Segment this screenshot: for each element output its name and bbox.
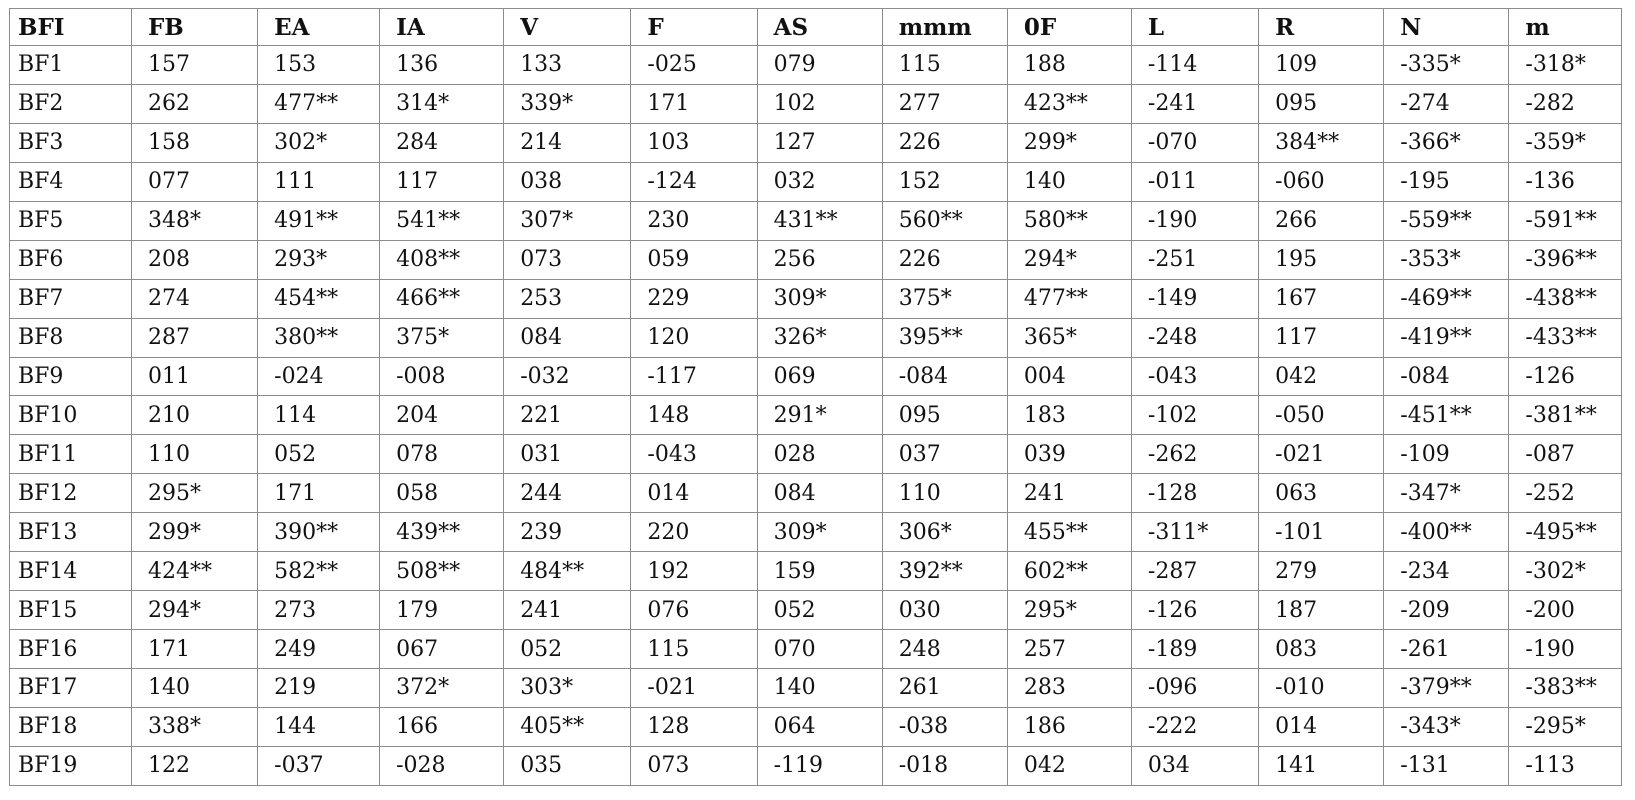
table-cell: 208 bbox=[131, 240, 257, 279]
table-cell: -335* bbox=[1384, 46, 1509, 85]
table-cell: -096 bbox=[1131, 669, 1258, 708]
table-row bbox=[10, 746, 1622, 785]
table-cell: -274 bbox=[1384, 84, 1509, 123]
table-cell: 491** bbox=[258, 201, 380, 240]
table-cell: 390** bbox=[258, 513, 380, 552]
table-cell: -028 bbox=[380, 746, 504, 785]
table-cell: -400** bbox=[1384, 513, 1509, 552]
table-row bbox=[10, 279, 1622, 318]
table-cell: -043 bbox=[631, 435, 757, 474]
table-cell: -495** bbox=[1509, 513, 1622, 552]
table-cell: 058 bbox=[380, 474, 504, 513]
row-label: BF16 bbox=[10, 630, 132, 669]
column-header: EA bbox=[258, 9, 380, 46]
table-cell: 079 bbox=[757, 46, 882, 85]
table-cell: 392** bbox=[882, 552, 1007, 591]
table-cell: -117 bbox=[631, 357, 757, 396]
table-cell: 103 bbox=[631, 123, 757, 162]
table-cell: 241 bbox=[1007, 474, 1131, 513]
table-cell: 109 bbox=[1259, 46, 1384, 85]
table-cell: -353* bbox=[1384, 240, 1509, 279]
table-cell: -021 bbox=[1259, 435, 1384, 474]
table-cell: 508** bbox=[380, 552, 504, 591]
table-cell: 375* bbox=[882, 279, 1007, 318]
table-row bbox=[10, 630, 1622, 669]
table-row bbox=[10, 357, 1622, 396]
table-cell: 295* bbox=[1007, 591, 1131, 630]
table-cell: 431** bbox=[757, 201, 882, 240]
table-cell: 073 bbox=[504, 240, 631, 279]
table-row bbox=[10, 591, 1622, 630]
table-cell: 195 bbox=[1259, 240, 1384, 279]
table-cell: 158 bbox=[131, 123, 257, 162]
table-cell: 076 bbox=[631, 591, 757, 630]
row-label: BF15 bbox=[10, 591, 132, 630]
table-cell: -126 bbox=[1131, 591, 1258, 630]
column-header: m bbox=[1509, 9, 1622, 46]
table-cell: 274 bbox=[131, 279, 257, 318]
table-cell: 309* bbox=[757, 513, 882, 552]
table-cell: 133 bbox=[504, 46, 631, 85]
table-cell: 038 bbox=[504, 162, 631, 201]
table-cell: 144 bbox=[258, 707, 380, 746]
table-cell: 261 bbox=[882, 669, 1007, 708]
table-row bbox=[10, 201, 1622, 240]
row-label: BF2 bbox=[10, 84, 132, 123]
table-cell: 294* bbox=[1007, 240, 1131, 279]
table-cell: 115 bbox=[631, 630, 757, 669]
table-cell: 273 bbox=[258, 591, 380, 630]
table-cell: 004 bbox=[1007, 357, 1131, 396]
table-cell: -251 bbox=[1131, 240, 1258, 279]
table-body bbox=[10, 46, 1622, 786]
table-cell: 454** bbox=[258, 279, 380, 318]
table-cell: 541** bbox=[380, 201, 504, 240]
table-cell: 084 bbox=[757, 474, 882, 513]
table-cell: -038 bbox=[882, 707, 1007, 746]
table-row bbox=[10, 474, 1622, 513]
table-cell: -050 bbox=[1259, 396, 1384, 435]
table-cell: 011 bbox=[131, 357, 257, 396]
table-cell: 338* bbox=[131, 707, 257, 746]
column-header: FB bbox=[131, 9, 257, 46]
table-cell: 148 bbox=[631, 396, 757, 435]
table-cell: -347* bbox=[1384, 474, 1509, 513]
table-cell: 052 bbox=[757, 591, 882, 630]
row-label: BF3 bbox=[10, 123, 132, 162]
row-label: BF9 bbox=[10, 357, 132, 396]
table-cell: 214 bbox=[504, 123, 631, 162]
table-cell: 326* bbox=[757, 318, 882, 357]
table-cell: -025 bbox=[631, 46, 757, 85]
column-header: IA bbox=[380, 9, 504, 46]
table-cell: 249 bbox=[258, 630, 380, 669]
table-cell: 095 bbox=[1259, 84, 1384, 123]
table-cell: -559** bbox=[1384, 201, 1509, 240]
table-row bbox=[10, 240, 1622, 279]
table-cell: -124 bbox=[631, 162, 757, 201]
table-cell: 210 bbox=[131, 396, 257, 435]
table-cell: 477** bbox=[1007, 279, 1131, 318]
row-label: BF10 bbox=[10, 396, 132, 435]
table-cell: -131 bbox=[1384, 746, 1509, 785]
table-cell: 220 bbox=[631, 513, 757, 552]
column-header: 0F bbox=[1007, 9, 1131, 46]
table-cell: 063 bbox=[1259, 474, 1384, 513]
table-cell: 484** bbox=[504, 552, 631, 591]
table-cell: 188 bbox=[1007, 46, 1131, 85]
table-cell: -295* bbox=[1509, 707, 1622, 746]
table-cell: 140 bbox=[757, 669, 882, 708]
table-row bbox=[10, 84, 1622, 123]
table-cell: -262 bbox=[1131, 435, 1258, 474]
table-cell: 042 bbox=[1259, 357, 1384, 396]
table-cell: 257 bbox=[1007, 630, 1131, 669]
table-cell: 117 bbox=[1259, 318, 1384, 357]
table-cell: -128 bbox=[1131, 474, 1258, 513]
table-cell: 303* bbox=[504, 669, 631, 708]
table-cell: 127 bbox=[757, 123, 882, 162]
table-row bbox=[10, 552, 1622, 591]
table-cell: 582** bbox=[258, 552, 380, 591]
table-cell: -200 bbox=[1509, 591, 1622, 630]
table-cell: -311* bbox=[1131, 513, 1258, 552]
table-cell: -383** bbox=[1509, 669, 1622, 708]
table-cell: -010 bbox=[1259, 669, 1384, 708]
table-cell: -190 bbox=[1509, 630, 1622, 669]
table-cell: 052 bbox=[258, 435, 380, 474]
table-cell: 348* bbox=[131, 201, 257, 240]
table-cell: -021 bbox=[631, 669, 757, 708]
row-label: BF6 bbox=[10, 240, 132, 279]
table-cell: 219 bbox=[258, 669, 380, 708]
table-cell: 095 bbox=[882, 396, 1007, 435]
table-cell: -087 bbox=[1509, 435, 1622, 474]
table-cell: 295* bbox=[131, 474, 257, 513]
row-label: BF7 bbox=[10, 279, 132, 318]
table-cell: -438** bbox=[1509, 279, 1622, 318]
table-cell: 059 bbox=[631, 240, 757, 279]
table-cell: 030 bbox=[882, 591, 1007, 630]
table-row bbox=[10, 707, 1622, 746]
table-cell: 114 bbox=[258, 396, 380, 435]
column-header: N bbox=[1384, 9, 1509, 46]
table-cell: 256 bbox=[757, 240, 882, 279]
table-cell: 405** bbox=[504, 707, 631, 746]
table-cell: 171 bbox=[131, 630, 257, 669]
table-cell: -189 bbox=[1131, 630, 1258, 669]
table-cell: 408** bbox=[380, 240, 504, 279]
table-cell: 239 bbox=[504, 513, 631, 552]
table-cell: 039 bbox=[1007, 435, 1131, 474]
table-cell: 226 bbox=[882, 123, 1007, 162]
table-cell: 466** bbox=[380, 279, 504, 318]
row-label: BF5 bbox=[10, 201, 132, 240]
table-row bbox=[10, 669, 1622, 708]
table-cell: -102 bbox=[1131, 396, 1258, 435]
cropped-caption-fragment bbox=[620, 0, 1160, 6]
table-cell: -043 bbox=[1131, 357, 1258, 396]
table-cell: -359* bbox=[1509, 123, 1622, 162]
row-label: BF17 bbox=[10, 669, 132, 708]
row-label: BF18 bbox=[10, 707, 132, 746]
table-cell: 266 bbox=[1259, 201, 1384, 240]
table-cell: 309* bbox=[757, 279, 882, 318]
table-cell: 262 bbox=[131, 84, 257, 123]
table-cell: 339* bbox=[504, 84, 631, 123]
table-cell: 083 bbox=[1259, 630, 1384, 669]
table-cell: -287 bbox=[1131, 552, 1258, 591]
table-cell: -126 bbox=[1509, 357, 1622, 396]
table-cell: -149 bbox=[1131, 279, 1258, 318]
column-header: mmm bbox=[882, 9, 1007, 46]
table-cell: 078 bbox=[380, 435, 504, 474]
table-cell: -591** bbox=[1509, 201, 1622, 240]
column-header-row-label: BFI bbox=[10, 9, 132, 46]
row-label: BF19 bbox=[10, 746, 132, 785]
table-cell: 035 bbox=[504, 746, 631, 785]
table-cell: -114 bbox=[1131, 46, 1258, 85]
row-label: BF8 bbox=[10, 318, 132, 357]
table-cell: 070 bbox=[757, 630, 882, 669]
table-cell: 140 bbox=[131, 669, 257, 708]
table-cell: 187 bbox=[1259, 591, 1384, 630]
table-cell: -302* bbox=[1509, 552, 1622, 591]
table-cell: -222 bbox=[1131, 707, 1258, 746]
table-cell: 307* bbox=[504, 201, 631, 240]
table-cell: 284 bbox=[380, 123, 504, 162]
row-label: BF4 bbox=[10, 162, 132, 201]
table-cell: -261 bbox=[1384, 630, 1509, 669]
table-cell: 423** bbox=[1007, 84, 1131, 123]
table-row bbox=[10, 396, 1622, 435]
table-cell: 064 bbox=[757, 707, 882, 746]
table-cell: -379** bbox=[1384, 669, 1509, 708]
table-cell: 455** bbox=[1007, 513, 1131, 552]
table-row bbox=[10, 318, 1622, 357]
table-cell: -113 bbox=[1509, 746, 1622, 785]
table-cell: 580** bbox=[1007, 201, 1131, 240]
table-cell: 171 bbox=[631, 84, 757, 123]
table-cell: 111 bbox=[258, 162, 380, 201]
table-cell: -252 bbox=[1509, 474, 1622, 513]
table-cell: -451** bbox=[1384, 396, 1509, 435]
table-cell: -037 bbox=[258, 746, 380, 785]
table-cell: 179 bbox=[380, 591, 504, 630]
table-cell: 226 bbox=[882, 240, 1007, 279]
table-row bbox=[10, 46, 1622, 85]
table-cell: -419** bbox=[1384, 318, 1509, 357]
table-cell: -396** bbox=[1509, 240, 1622, 279]
table-cell: -136 bbox=[1509, 162, 1622, 201]
table-cell: -070 bbox=[1131, 123, 1258, 162]
table-cell: -209 bbox=[1384, 591, 1509, 630]
table-cell: 384** bbox=[1259, 123, 1384, 162]
table-cell: 115 bbox=[882, 46, 1007, 85]
row-label: BF11 bbox=[10, 435, 132, 474]
table-cell: 102 bbox=[757, 84, 882, 123]
table-cell: 314* bbox=[380, 84, 504, 123]
table-cell: -101 bbox=[1259, 513, 1384, 552]
table-cell: 110 bbox=[131, 435, 257, 474]
table-cell: 291* bbox=[757, 396, 882, 435]
table-cell: 014 bbox=[1259, 707, 1384, 746]
table-cell: 014 bbox=[631, 474, 757, 513]
table-cell: 365* bbox=[1007, 318, 1131, 357]
table-cell: 294* bbox=[131, 591, 257, 630]
table-cell: 122 bbox=[131, 746, 257, 785]
table-cell: -433** bbox=[1509, 318, 1622, 357]
correlation-table bbox=[9, 8, 1622, 786]
table-cell: -008 bbox=[380, 357, 504, 396]
table-cell: 120 bbox=[631, 318, 757, 357]
table-cell: 244 bbox=[504, 474, 631, 513]
column-header: V bbox=[504, 9, 631, 46]
table-cell: 153 bbox=[258, 46, 380, 85]
table-cell: 028 bbox=[757, 435, 882, 474]
table-cell: 230 bbox=[631, 201, 757, 240]
row-label: BF12 bbox=[10, 474, 132, 513]
table-cell: 171 bbox=[258, 474, 380, 513]
table-cell: 306* bbox=[882, 513, 1007, 552]
table-cell: 166 bbox=[380, 707, 504, 746]
table-cell: 248 bbox=[882, 630, 1007, 669]
row-label: BF13 bbox=[10, 513, 132, 552]
table-cell: 032 bbox=[757, 162, 882, 201]
table-cell: 069 bbox=[757, 357, 882, 396]
table-cell: 439** bbox=[380, 513, 504, 552]
table-cell: 128 bbox=[631, 707, 757, 746]
table-cell: 299* bbox=[1007, 123, 1131, 162]
table-cell: 293* bbox=[258, 240, 380, 279]
column-header: R bbox=[1259, 9, 1384, 46]
table-cell: -318* bbox=[1509, 46, 1622, 85]
table-cell: 204 bbox=[380, 396, 504, 435]
table-cell: 140 bbox=[1007, 162, 1131, 201]
table-cell: 302* bbox=[258, 123, 380, 162]
table-cell: -018 bbox=[882, 746, 1007, 785]
column-header: F bbox=[631, 9, 757, 46]
table-row bbox=[10, 162, 1622, 201]
table-cell: 183 bbox=[1007, 396, 1131, 435]
table-cell: 084 bbox=[504, 318, 631, 357]
column-header: AS bbox=[757, 9, 882, 46]
table-cell: 117 bbox=[380, 162, 504, 201]
table-cell: -190 bbox=[1131, 201, 1258, 240]
table-cell: 157 bbox=[131, 46, 257, 85]
table-cell: -011 bbox=[1131, 162, 1258, 201]
table-cell: 042 bbox=[1007, 746, 1131, 785]
table-cell: -469** bbox=[1384, 279, 1509, 318]
table-cell: 287 bbox=[131, 318, 257, 357]
table-cell: 424** bbox=[131, 552, 257, 591]
table-cell: 037 bbox=[882, 435, 1007, 474]
table-cell: 192 bbox=[631, 552, 757, 591]
table-cell: 283 bbox=[1007, 669, 1131, 708]
table-cell: 052 bbox=[504, 630, 631, 669]
table-cell: 073 bbox=[631, 746, 757, 785]
table-cell: -366* bbox=[1384, 123, 1509, 162]
row-label: BF1 bbox=[10, 46, 132, 85]
table-cell: 110 bbox=[882, 474, 1007, 513]
table-row bbox=[10, 435, 1622, 474]
table-cell: 186 bbox=[1007, 707, 1131, 746]
table-cell: 159 bbox=[757, 552, 882, 591]
table-cell: 253 bbox=[504, 279, 631, 318]
table-cell: 380** bbox=[258, 318, 380, 357]
table-cell: 299* bbox=[131, 513, 257, 552]
table-cell: -060 bbox=[1259, 162, 1384, 201]
table-cell: -248 bbox=[1131, 318, 1258, 357]
table-cell: 067 bbox=[380, 630, 504, 669]
table-cell: 229 bbox=[631, 279, 757, 318]
row-label: BF14 bbox=[10, 552, 132, 591]
table-cell: 241 bbox=[504, 591, 631, 630]
table-cell: 375* bbox=[380, 318, 504, 357]
table-cell: 477** bbox=[258, 84, 380, 123]
table-cell: 136 bbox=[380, 46, 504, 85]
table-cell: -195 bbox=[1384, 162, 1509, 201]
table-cell: 141 bbox=[1259, 746, 1384, 785]
table-cell: -282 bbox=[1509, 84, 1622, 123]
column-header: L bbox=[1131, 9, 1258, 46]
table-cell: -084 bbox=[1384, 357, 1509, 396]
header-row bbox=[10, 9, 1622, 46]
table-cell: 560** bbox=[882, 201, 1007, 240]
table-cell: -234 bbox=[1384, 552, 1509, 591]
table-cell: 034 bbox=[1131, 746, 1258, 785]
table-cell: -024 bbox=[258, 357, 380, 396]
table-cell: 395** bbox=[882, 318, 1007, 357]
table-cell: 031 bbox=[504, 435, 631, 474]
table-cell: -241 bbox=[1131, 84, 1258, 123]
table-cell: 077 bbox=[131, 162, 257, 201]
table-cell: -343* bbox=[1384, 707, 1509, 746]
table-cell: -119 bbox=[757, 746, 882, 785]
table-cell: 277 bbox=[882, 84, 1007, 123]
table-cell: 602** bbox=[1007, 552, 1131, 591]
table-row bbox=[10, 513, 1622, 552]
table-cell: -381** bbox=[1509, 396, 1622, 435]
table-row bbox=[10, 123, 1622, 162]
table-cell: 221 bbox=[504, 396, 631, 435]
table-cell: -032 bbox=[504, 357, 631, 396]
table-cell: 167 bbox=[1259, 279, 1384, 318]
table-cell: -084 bbox=[882, 357, 1007, 396]
table-cell: 279 bbox=[1259, 552, 1384, 591]
table-cell: 372* bbox=[380, 669, 504, 708]
table-cell: 152 bbox=[882, 162, 1007, 201]
table-cell: -109 bbox=[1384, 435, 1509, 474]
